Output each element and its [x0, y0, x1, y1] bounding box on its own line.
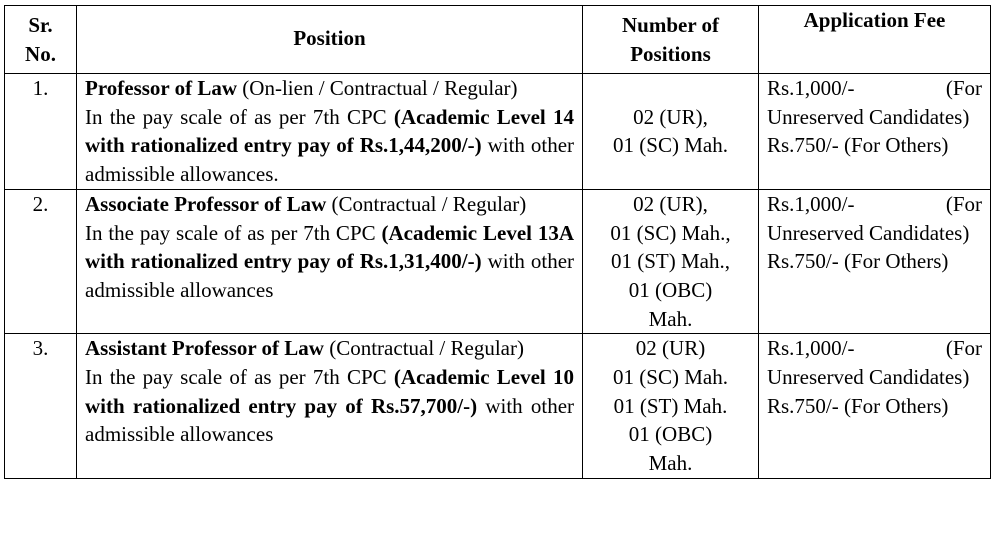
pay-scale-tail: with other admissible allowances. — [85, 133, 575, 187]
fee-unreserved-line — [767, 74, 982, 103]
number-of-positions-cell — [583, 334, 759, 479]
sr-no-cell: 2. — [5, 189, 77, 334]
header-sr-no-line2: No. — [25, 41, 56, 66]
sr-no-cell: 1. — [5, 74, 77, 190]
fee-unreserved-label: Unreserved Candidates) — [767, 104, 970, 129]
pay-scale-intro: In the pay scale of as per 7th CPC — [85, 220, 376, 245]
pay-scale-intro: In the pay scale of as per 7th CPC — [85, 104, 387, 129]
document-page — [4, 5, 991, 479]
position-title: Associate Professor of Law — [85, 191, 327, 216]
position-title-line — [85, 190, 574, 219]
fee-unreserved-for: (For — [945, 191, 982, 216]
positions-line: Mah. — [648, 306, 693, 331]
table-header-row — [5, 6, 991, 74]
fee-unreserved-label: Unreserved Candidates) — [767, 220, 970, 245]
position-title: Professor of Law — [85, 76, 238, 100]
header-sr-no-line1: Sr. — [28, 12, 53, 37]
positions-line: 02 (UR), — [633, 104, 708, 129]
fee-unreserved-line — [767, 334, 982, 363]
pay-scale-tail: with other admissible allowances — [85, 249, 575, 302]
positions-line: 02 (UR) — [635, 336, 706, 361]
application-fee-cell — [759, 74, 991, 190]
position-cell — [77, 189, 583, 334]
positions-line: 01 (SC) Mah. — [613, 133, 728, 158]
fee-unreserved-for: (For — [945, 336, 982, 361]
positions-line: 01 (ST) Mah., — [611, 249, 730, 274]
table-row — [5, 74, 991, 190]
pay-scale-tail: with other admissible allowances — [85, 393, 575, 447]
application-fee-cell — [759, 334, 991, 479]
number-of-positions-cell — [583, 189, 759, 334]
pay-scale-bold: (Academic Level 13A with rationalized entry pay of Rs.1,31,400/-) — [85, 220, 574, 274]
position-type: (Contractual / Regular) — [331, 191, 527, 216]
positions-table — [4, 5, 991, 479]
positions-line: 02 (UR), — [633, 191, 708, 216]
pay-scale-bold: (Academic Level 10 with rationalized entry pay of Rs.57,700/-) — [85, 365, 574, 418]
fee-unreserved-amount: Rs.1,000/- — [767, 76, 855, 100]
fee-others: Rs.750/- (For Others) — [767, 133, 949, 158]
position-cell — [77, 74, 583, 190]
table-row — [5, 189, 991, 334]
table-row — [5, 334, 991, 479]
pay-scale-bold: (Academic Level 14 with rationalized entry pay of Rs.1,44,200/-) — [85, 104, 574, 158]
positions-line: 01 (OBC) — [628, 422, 713, 447]
position-title-line — [85, 74, 574, 103]
positions-line: Mah. — [648, 451, 693, 476]
header-position: Position — [77, 6, 583, 74]
sr-no-cell: 3. — [5, 334, 77, 479]
application-fee-cell — [759, 189, 991, 334]
fee-unreserved-label: Unreserved Candidates) — [767, 365, 970, 390]
pay-scale-text — [85, 103, 574, 189]
pay-scale-text — [85, 363, 574, 449]
positions-line: 01 (SC) Mah., — [610, 220, 731, 245]
pay-scale-text — [85, 219, 574, 305]
position-title: Assistant Professor of Law — [85, 336, 324, 361]
positions-line: 01 (ST) Mah. — [613, 393, 728, 418]
positions-line: 01 (OBC) — [628, 277, 713, 302]
fee-unreserved-amount: Rs.1,000/- — [767, 191, 855, 216]
positions-line: 01 (SC) Mah. — [613, 365, 728, 390]
fee-unreserved-line — [767, 190, 982, 219]
position-type: (On-lien / Contractual / Regular) — [242, 76, 518, 100]
fee-unreserved-amount: Rs.1,000/- — [767, 336, 855, 361]
header-sr-no — [5, 6, 77, 74]
number-of-positions-cell — [583, 74, 759, 190]
header-application-fee: Application Fee — [759, 6, 991, 74]
fee-others: Rs.750/- (For Others) — [767, 393, 949, 418]
header-number-of-positions: Number of Positions — [583, 6, 759, 74]
pay-scale-intro: In the pay scale of as per 7th CPC — [85, 365, 387, 390]
position-cell — [77, 334, 583, 479]
position-type: (Contractual / Regular) — [329, 336, 524, 361]
position-title-line — [85, 334, 574, 363]
fee-unreserved-for: (For — [945, 76, 982, 100]
fee-others: Rs.750/- (For Others) — [767, 249, 949, 274]
